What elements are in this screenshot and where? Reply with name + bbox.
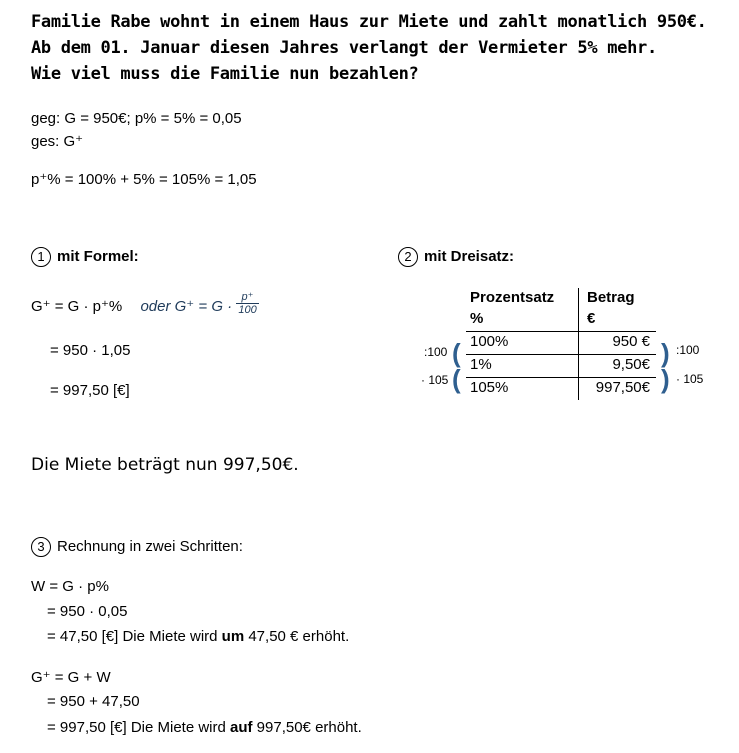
g-step2-end: 997,50€ erhöht. — [252, 719, 362, 736]
left-op-multiply: · 105 — [421, 373, 449, 387]
left-op-divide: :100 — [424, 345, 448, 359]
w-step2-bold: um — [221, 628, 245, 645]
method2-title: mit Dreisatz: — [424, 247, 515, 265]
g-step2-text: = 997,50 [€] Die Miete wird — [47, 719, 231, 736]
left-arc-1: ( — [452, 338, 461, 368]
answer-sentence: Die Miete beträgt nun 997,50€. — [31, 455, 299, 475]
col2-header: Betrag — [587, 289, 635, 306]
number-badge: 1 — [31, 247, 51, 267]
number-badge: 3 — [31, 537, 51, 557]
row3-pct: 105% — [470, 379, 509, 396]
sought-line: ges: G⁺ — [31, 133, 84, 150]
fraction-denominator: 100 — [238, 304, 257, 317]
w-step2-end: 47,50 € erhöht. — [244, 628, 350, 645]
method1-heading — [31, 247, 139, 267]
dreisatz-table — [466, 288, 656, 400]
formula-main: G⁺ = G · p⁺% — [31, 298, 123, 315]
p-plus-line: p⁺% = 100% + 5% = 105% = 1,05 — [31, 171, 257, 188]
col1-header: Prozentsatz — [470, 289, 555, 306]
method1-step2: = 997,50 [€] — [50, 382, 130, 399]
method3-heading — [31, 537, 243, 557]
g-formula: G⁺ = G + W — [31, 669, 111, 686]
number-badge: 2 — [398, 247, 418, 267]
header-rule — [466, 331, 656, 332]
row-rule — [466, 354, 656, 355]
task-line-3: Wie viel muss die Familie nun bezahlen? — [31, 64, 419, 84]
row3-amt: 997,50€ — [595, 379, 650, 396]
method1-formula — [31, 291, 259, 317]
method3-title: Rechnung in zwei Schritten: — [57, 537, 243, 555]
method1-step1: = 950 · 1,05 — [50, 342, 131, 359]
method2-heading — [398, 247, 514, 267]
row1-amt: 950 € — [612, 333, 650, 350]
fraction-numerator: p⁺ — [236, 290, 258, 304]
row2-amt: 9,50€ — [612, 356, 650, 373]
w-formula: W = G · p% — [31, 578, 109, 595]
right-arc-1: ) — [661, 338, 670, 368]
right-op-multiply: · 105 — [676, 372, 704, 386]
left-arc-2: ( — [452, 364, 461, 394]
w-step1: = 950 · 0,05 — [47, 603, 128, 620]
formula-fraction — [236, 290, 258, 316]
right-arc-2: ) — [661, 364, 670, 394]
w-step2-text: = 47,50 [€] Die Miete wird — [47, 628, 222, 645]
method1-title: mit Formel: — [57, 247, 139, 265]
g-step2 — [47, 719, 362, 736]
task-line-2: Ab dem 01. Januar diesen Jahres verlangt der Vermieter 5% mehr. — [31, 38, 657, 58]
row2-pct: 1% — [470, 356, 492, 373]
col1-unit: % — [470, 310, 484, 327]
row-rule — [466, 377, 656, 378]
formula-alt: oder G⁺ = G · — [140, 298, 233, 315]
w-step2 — [47, 628, 349, 645]
g-step1: = 950 + 47,50 — [47, 693, 140, 710]
task-line-1: Familie Rabe wohnt in einem Haus zur Miete und zahlt monatlich 950€. — [31, 12, 707, 32]
row1-pct: 100% — [470, 333, 509, 350]
right-op-divide: :100 — [676, 343, 700, 357]
given-line: geg: G = 950€; p% = 5% = 0,05 — [31, 110, 242, 127]
col2-unit: € — [587, 310, 596, 327]
g-step2-bold: auf — [230, 719, 253, 736]
